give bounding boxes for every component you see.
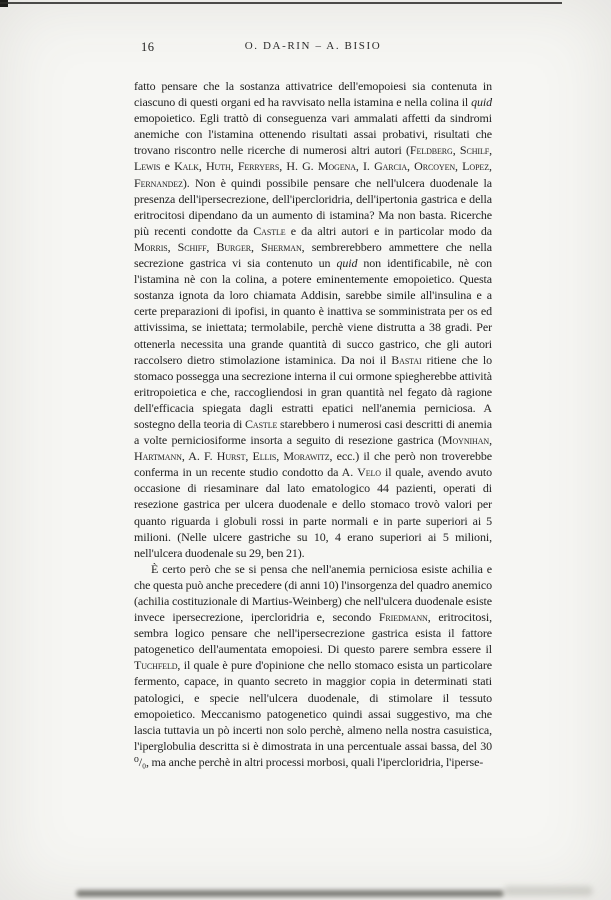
scan-artifact-top-edge [0,2,562,4]
scan-artifact-bottom-edge [76,890,504,897]
scan-artifact-bottom-smudge [503,886,593,896]
running-title: O. DA-RIN – A. BISIO [244,40,382,52]
paragraph-2: È certo però che se si pensa che nell'anemia perniciosa esiste achilia e che questa può anche precedere (di anni 10) l'insorgenza del quadro anemico (achilia costituzionale di Martius-Weinberg) che nell'ulcera duodenale esiste invece ipersecrezione, ipercloridria e, secondo Friedmann, eritrocitosi, sembra logico pensare che nell'ipersecrezione gastrica esista il fattore patogenetico dell'aumentata emopoiesi. Di questo parere sembra essere il Tuchfeld, il quale è pure d'opinione che nello stomaco esista un particolare fermento, capace, in quanto secreto in maggior copia in determinati stati patologici, e specie nell'ulcera duodenale, di stimolare il tessuto emopoietico. Meccanismo patogenetico quindi assai suggestivo, ma che lascia tuttavia un pò incerti non solo perchè, almeno nella nostra casuistica, l'iperglobulia descritta si è dimostrata in una percentuale assai bassa, del 30 ⁰/₀, ma anche perchè in altri processi morbosi, quali l'ipercloridria, l'iperse- [134,561,492,769]
page-number: 16 [141,40,155,54]
body-text [134,78,492,770]
paragraph-1: fatto pensare che la sostanza attivatrice dell'emopoiesi sia contenuta in ciascuno di questi organi ed ha ravvisato nella istamina e nella colina il quid emopoietico. Egli trattò di conseguenza vari ammalati affetti da sindromi anemiche con l'istamina ottenendo risultati assai probativi, risultati che trovano riscontro nelle ricerche di numerosi altri autori (Feldberg, Schilf, Lewis e Kalk, Huth, Ferryers, H. G. Mogena, I. Garcia, Orcoyen, Lopez, Fernandez). Non è quindi possibile pensare che nell'ulcera duodenale la presenza dell'ipersecrezione, dell'ipercloridria, dell'ipertonia gastrica e della eritrocitosi dipendano da un aumento di istamina? Ma non basta. Ricerche più recenti condotte da Castle e da altri autori e in particolar modo da Morris, Schiff, Burger, Sherman, sembrerebbero ammettere che nella secrezione gastrica vi sia contenuto un quid non identificabile, nè con l'istamina nè con la colina, a potere eminentemente emopoietico. Questa sostanza ignota da loro chiamata Addisin, sarebbe simile all'insulina e a certe preparazioni di ipofisi, in quanto è inattiva se somministrata per os ed attivissima, se iniettata; termolabile, perchè viene distrutta a 38 gradi. Per ottenerla necessita una grande quantità di succo gastrico, che gli autori raccolsero dietro stimolazione istaminica. Da noi il Bastai ritiene che lo stomaco possegga una secrezione interna il cui ormone spiegherebbe attività eritropoietica e che, raccogliendosi in gran quantità nel fegato dà ragione dell'efficacia spiegata dagli estratti epatici nell'anemia perniciosa. A sostegno della teoria di Castle starebbero i numerosi casi descritti di anemia a volte perniciosiforme insorta a seguito di resezione gastrica (Moynihan, Hartmann, A. F. Hurst, Ellis, Morawitz, ecc.) il che però non troverebbe conferma in un recente studio condotto da A. Velo il quale, avendo avuto occasione di riesaminare dal lato ematologico 44 pazienti, operati di resezione gastrica per ulcera duodenale e dello stomaco trovò valori per quanto riguarda i globuli rossi in parte normali e in parte superiori ai 5 milioni. (Nelle ulcere gastriche su 10, 4 erano superiori ai 5 milioni, nell'ulcera duodenale su 29, ben 21). [134,79,492,560]
page-header [134,40,492,56]
